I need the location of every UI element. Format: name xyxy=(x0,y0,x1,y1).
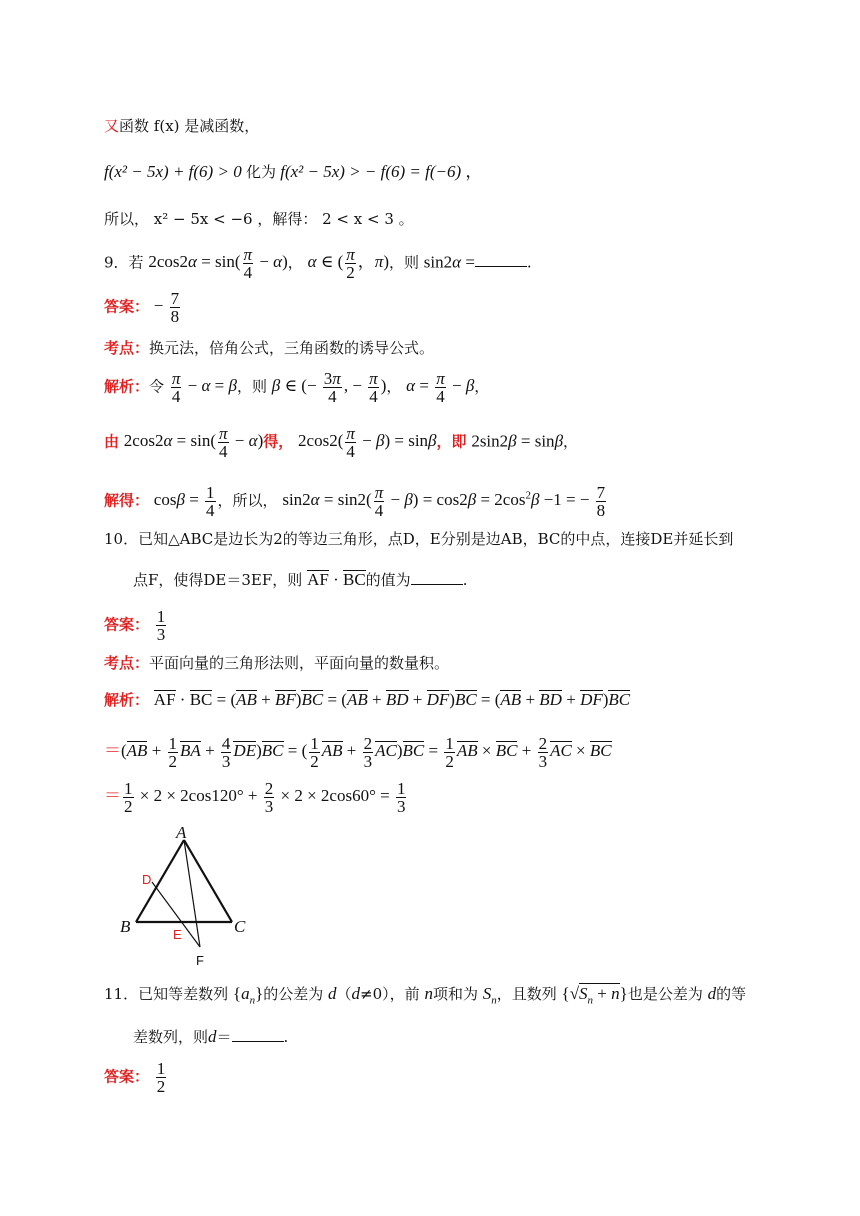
q9-number: 9． xyxy=(104,253,129,272)
q10-answer xyxy=(104,608,168,643)
q11-stem1-c: （ xyxy=(336,985,352,1003)
q11-stem-end: . xyxy=(283,1028,289,1046)
q11-stem-1: 11．已知等差数列 $\{a_n\}$的公差为 d（d≠0），前 n项和为 $S_n$，且数列 $\{√S_n + n\}$也是公差为 d的等 xyxy=(104,984,747,1007)
q9-kaodian xyxy=(104,338,434,358)
q10-jiexi-1: 解析： AF · BC = (AB + BF)BC = (AB + BD + DF)BC = (AB + BD + DF)BC xyxy=(104,690,631,709)
q10-jiexi-2: ＝(AB + $\frac{1}{2}$ BA + $\frac{4}{3}$ DE)BC = ( $\frac{1}{2}$ AB + $\frac{2}{3}$ AC)BC = $\frac{1}{2}$ AB × BC + $\frac{2}{3}$ AC × BC xyxy=(104,734,612,771)
q9-stem-end: . xyxy=(526,253,532,272)
intro-line-1 xyxy=(104,116,259,136)
intro-connector: 化为 xyxy=(245,163,276,181)
q11-stem1-d: ≠0），前 xyxy=(360,985,420,1003)
q11-answer-value: $\frac{1}{2}$ xyxy=(156,1059,166,1096)
q9-jiexi-1: 解析：令 $\frac{\pi}{4}$ − α = β，则 β ∈ (− $\frac{3\pi}{4}$ , − $\frac{\pi}{4}$ )， α = $\frac{\pi}{4}$ − β， xyxy=(104,369,490,406)
q9-step1-a: 令 xyxy=(149,377,165,396)
q9-domain: α ∈ ( $\frac{\pi}{2}$ ，π) xyxy=(307,245,389,282)
intro-conclusion: 所以， x² − 5x < −6 ，解得： 2 < x < 3 。 xyxy=(104,210,414,228)
q10-stem-end: . xyxy=(462,571,468,589)
intro-line-2: f(x² − 5x) + f(6) > 0 化为 f(x² − 5x) > − f(6) = f(−6) ， xyxy=(104,162,483,181)
q9-step2-a: 由 xyxy=(104,432,120,451)
label-A: A xyxy=(176,823,187,842)
q11-stem1-b: 的公差为 xyxy=(263,985,324,1003)
label-E: E xyxy=(173,927,182,942)
q9-answer-label: 答案： xyxy=(104,297,150,316)
q11-stem-2: 差数列，则d＝ . xyxy=(133,1027,289,1046)
q9-step3-label: 解得： xyxy=(104,491,150,510)
label-C: C xyxy=(234,917,246,936)
q11-stem2-b: ＝ xyxy=(216,1028,232,1046)
q10-stem2-b: 的值为 xyxy=(365,571,411,589)
intro-ineq: f(x² − 5x) + f(6) > 0 xyxy=(104,162,242,181)
q9-kaodian-text: 换元法，倍角公式，三角函数的诱导公式。 xyxy=(149,339,435,357)
q9-step2-b: 得， xyxy=(263,432,294,451)
q10-kaodian-label: 考点： xyxy=(104,654,150,672)
q11-stem1-g: 也是公差为 xyxy=(627,985,703,1003)
label-D: D xyxy=(142,872,152,887)
q9-step2-c: ，即 xyxy=(436,432,467,451)
intro-line1-text: 函数 f(x) 是减函数， xyxy=(119,117,260,135)
q9-blank xyxy=(475,252,527,267)
q9-target: sin2α = xyxy=(423,252,475,272)
q10-stem-2: 点F，使得DE＝3EF，则 AF · BC的值为 . xyxy=(133,570,468,589)
q11-blank xyxy=(232,1027,284,1042)
q9-stem-a: 若 xyxy=(128,253,144,272)
q11-number: 11． xyxy=(104,985,139,1003)
q9-step1-b: ，则 xyxy=(236,377,267,396)
q10-jiexi-label: 解析： xyxy=(104,691,150,709)
q10-answer-label: 答案： xyxy=(104,615,150,634)
q11-stem1-e: 项和为 xyxy=(432,985,478,1003)
q10-stem-1 xyxy=(104,529,733,549)
q11-stem1-a: 已知等差数列 xyxy=(138,985,229,1003)
q10-stem1: 已知△ABC是边长为2的等边三角形，点D，E分别是边AB，BC的中点，连接DE并延长到 xyxy=(138,530,734,548)
q9-step3-b: ，所以， xyxy=(217,491,278,510)
intro-line-3 xyxy=(104,209,414,229)
q9-jiexi-3: 解得： cosβ = $\frac{1}{4}$ ，所以， sin2α = sin2( $\frac{\pi}{4}$ − $\beta) = \cos 2\beta = 2\cos^2\beta -1$ = − $\frac{7}{8}$ xyxy=(104,483,606,520)
intro-ineq-2: f(x² − 5x) > − f(6) = f(−6) xyxy=(280,162,462,181)
q10-kaodian-text: 平面向量的三角形法则，平面向量的数量积。 xyxy=(149,654,450,672)
label-B: B xyxy=(120,917,131,936)
q9-equation: 2cos2α = sin( $\frac{\pi}{4}$ − α) xyxy=(148,245,288,282)
q11-stem1-h: 的等 xyxy=(716,985,747,1003)
q10-answer-value: $\frac{1}{3}$ xyxy=(156,607,166,644)
q9-jiexi-label: 解析： xyxy=(104,377,150,396)
q10-kaodian xyxy=(104,653,449,673)
intro-lead: 又 xyxy=(104,117,120,135)
q11-stem2-a: 差数列，则 xyxy=(133,1028,209,1046)
q9-stem: 9．若 2cos2α = sin( $\frac{\pi}{4}$ − α)， α ∈ ( $\frac{\pi}{2}$ ，π)，则 sin2α = . xyxy=(104,245,532,282)
label-F: F xyxy=(196,953,204,968)
q10-stem2-a: 点F，使得DE＝3EF，则 xyxy=(133,571,303,589)
q9-answer-value: − $\frac{7}{8}$ xyxy=(153,289,180,326)
q11-answer xyxy=(104,1060,168,1095)
q9-answer xyxy=(104,290,182,325)
q11-answer-label: 答案： xyxy=(104,1067,150,1086)
q10-blank xyxy=(411,570,463,585)
q10-number: 10． xyxy=(104,530,139,548)
q10-jiexi-3: ＝ $\frac{1}{2}$ × 2 × 2cos120° + $\frac{2}{3}$ × 2 × 2cos60° = $\frac{1}{3}$ xyxy=(104,779,406,816)
q9-stem-b: ，则 xyxy=(388,253,419,272)
q11-stem1-f: ，且数列 xyxy=(496,985,557,1003)
q9-kaodian-label: 考点： xyxy=(104,339,150,357)
q9-jiexi-2: 由 2cos2α = sin( $\frac{\pi}{4}$ − α)得， 2cos2( $\frac{\pi}{4}$ − β) = sinβ，即 2sin2β = sinβ， xyxy=(104,424,579,461)
triangle-figure xyxy=(116,822,266,970)
